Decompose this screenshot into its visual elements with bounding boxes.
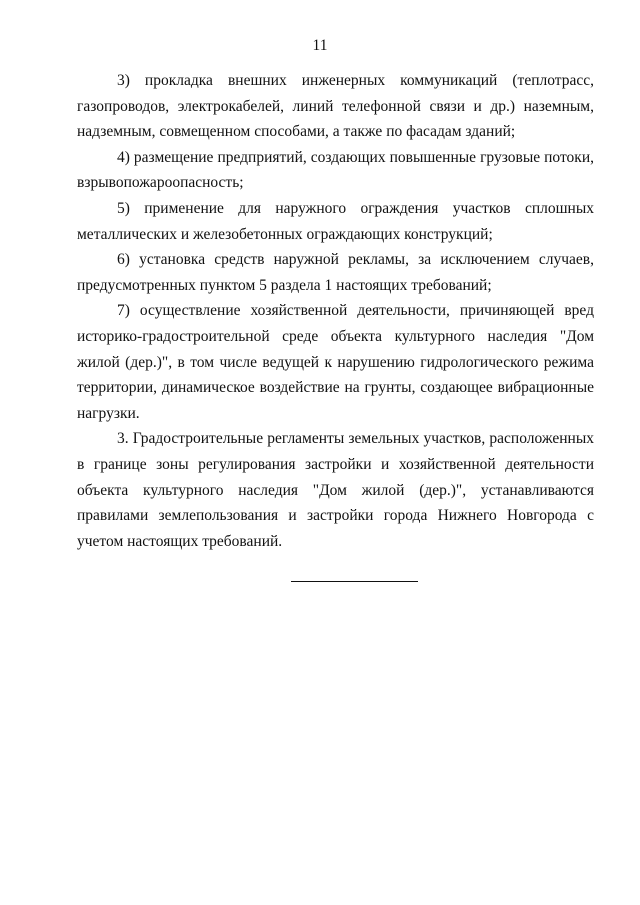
paragraph-item-6: 6) установка средств наружной рекламы, за исключением случаев, предусмотренных пунктом 5 раздела 1 настоящих требований; [77,251,594,294]
paragraph-item-7: 7) осуществление хозяйственной деятельности, причиняющей вред историко-градостроительной среде объекта культурного наследия "Дом жилой (дер.)", в том числе ведущей к нарушению гидрологического режима территории, динамическое воздействие на грунты, создающее вибрационные нагрузки. [77,302,594,422]
paragraph-section-3: 3. Градостроительные регламенты земельных участков, расположенных в границе зоны регулирования застройки и хозяйственной деятельности объекта культурного наследия "Дом жилой (дер.)", устанавливаются правилами землепользования и застройки города Нижнего Новгорода с учетом настоящих требований. [77,430,594,550]
paragraph-item-3: 3) прокладка внешних инженерных коммуникаций (теплотрасс, газопроводов, электрокабелей, линий телефонной связи и др.) наземным, надземным, совмещенном способами, а также по фасадам зданий; [77,72,594,141]
paragraph-item-5: 5) применение для наружного ограждения участков сплошных металлических и железобетонных ограждающих конструкций; [77,199,594,243]
paragraph-item-4: 4) размещение предприятий, создающих повышенные грузовые потоки, взрывопожароопасность; [77,148,594,192]
document-body [77,68,594,554]
page-number: 11 [312,37,328,54]
end-divider-line [291,581,418,582]
